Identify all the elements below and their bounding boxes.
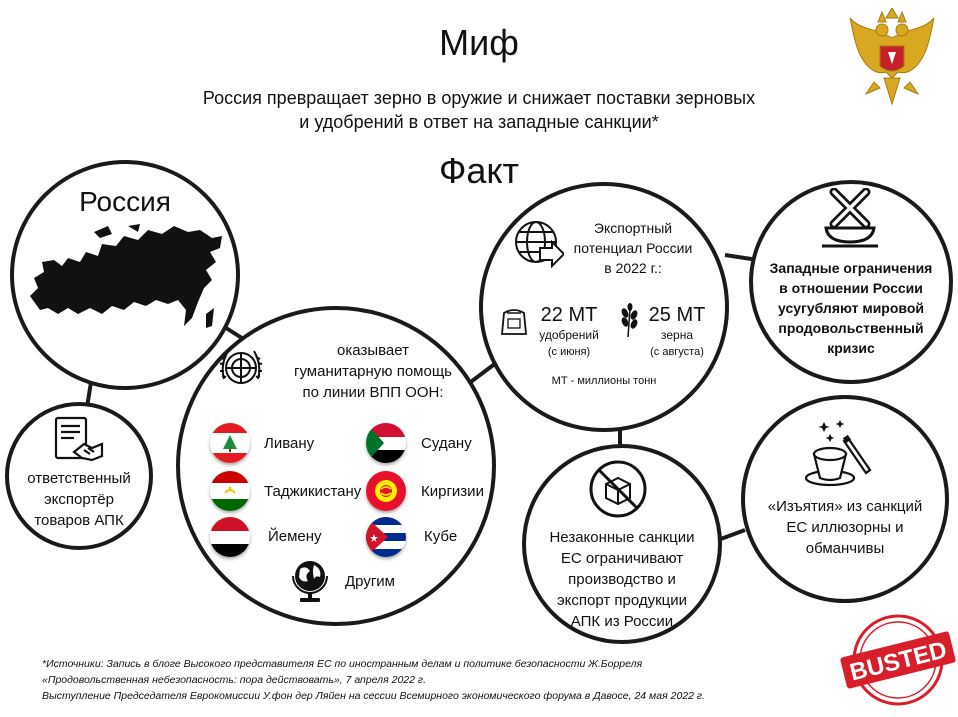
unit-note: МТ - миллионы тонн [551,375,657,387]
sanctions-line-2: ЕС ограничивают [560,550,684,567]
export-line-2: потенциал России [573,240,693,256]
cuba-flag-icon [366,517,406,557]
sanctions-line-4: экспорт продукции [556,592,688,609]
empty-bowl-cross-icon [820,188,880,248]
lebanon-flag-icon [210,423,250,463]
aid-line-1: оказывает [337,342,409,359]
export-line-1: Экспортный [593,220,673,236]
sanctions-line-3: производство и [568,571,676,588]
country-sudan: Судану [421,435,472,452]
footnote-line-2: «Продовольственная небезопасность: пора действовать», 7 апреля 2022 г. [42,674,426,686]
exporter-line-1: ответственный [27,470,131,487]
country-lebanon: Ливану [264,435,315,452]
aid-text [278,340,468,403]
restrictions-line-3: усугубляют мировой [778,300,924,316]
exporter-line-3: товаров АПК [34,512,124,529]
aid-line-3: по линии ВПП ООН: [302,384,444,401]
grain-since: (с августа) [650,346,704,358]
fertilizer-label: удобрений [539,328,599,342]
magic-hat-icon [800,418,880,490]
aid-line-2: гуманитарную помощь [294,363,452,380]
exemptions-line-2: ЕС иллюзорны и [786,519,904,536]
exemptions-text [741,496,949,559]
country-other: Другим [345,573,395,590]
restrictions-line-5: кризис [827,340,875,356]
russia-title: Россия [79,186,171,217]
grain-label: зерна [660,328,693,342]
footnote-line-1: *Источники: Запись в блоге Высокого представителя ЕС по иностранным делам и политике безопасности Ж.Борреля [42,658,643,670]
restrictions-text [749,258,953,358]
no-box-icon [587,458,649,520]
exemptions-line-3: обманчивы [805,540,885,557]
coat-of-arms-icon [846,8,938,108]
export-line-3: в 2022 г.: [604,260,662,276]
sudan-flag-icon [366,423,406,463]
country-tajikistan: Таджикистану [264,483,362,500]
export-text [558,218,708,278]
country-kyrgyzstan: Киргизии [421,483,484,500]
exporter-line-2: экспортёр [44,491,114,508]
restrictions-line-1: Западные ограничения [769,260,933,276]
busted-text: BUSTED [847,636,950,687]
exemptions-line-1: «Изъятия» из санкций [767,498,923,515]
myth-statement [120,86,838,134]
kyrgyzstan-flag-icon [366,471,406,511]
fact-title: Факт [438,150,520,191]
footnote-line-3: Выступление Председателя Еврокомиссии У.фон дер Ляйен на сессии Всемирного экономического форума в Давосе, 24 мая 2022 г. [42,690,705,702]
fertilizer-since: (с июня) [547,346,591,358]
country-cuba: Кубе [424,528,458,545]
sanctions-line-1: Незаконные санкции [549,529,695,546]
globe-export-icon [512,218,564,270]
un-logo-icon [216,343,266,393]
sanctions-text [522,527,722,632]
tajikistan-flag-icon [210,471,250,511]
restrictions-line-2: в отношении России [779,280,923,296]
footnote-sources [42,656,802,704]
myth-title: Миф [439,22,519,63]
busted-stamp [838,612,956,710]
contract-handshake-icon [52,416,104,464]
restrictions-line-4: продовольственный [778,320,924,336]
globe-icon [290,557,330,603]
myth-line-1: Россия превращает зерно в оружие и снижает поставки зерновых [202,88,756,108]
russia-map-icon [28,222,224,332]
grain-value: 25 МТ [648,304,706,326]
country-yemen: Йемену [268,528,322,545]
fertilizer-value: 22 МТ [540,304,598,326]
yemen-flag-icon [210,517,250,557]
exporter-text [5,468,153,531]
myth-line-2: и удобрений в ответ на западные санкции* [299,112,659,132]
sanctions-line-5: АПК из России [570,613,674,630]
